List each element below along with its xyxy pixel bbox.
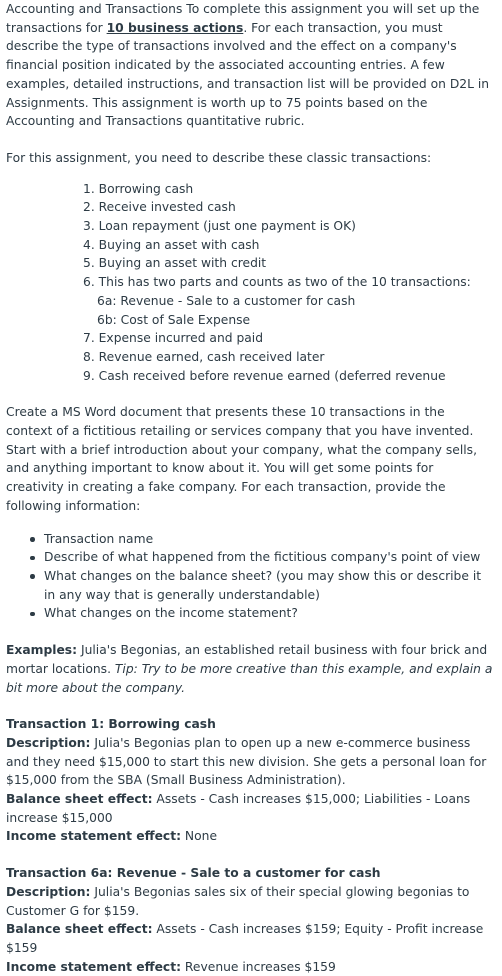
balance-label: Balance sheet effect: — [6, 792, 153, 807]
balance-text: Assets - Cash increases $15,000; Liabilities - Loans increase $15,000 — [6, 792, 471, 825]
list-item: 9. Cash received before revenue earned (deferred revenue — [83, 368, 446, 383]
transaction-1-title: Transaction 1: Borrowing cash — [6, 717, 216, 732]
income-text: None — [181, 829, 218, 844]
transaction-1-income — [6, 827, 494, 846]
list-sub-item: 6a: Revenue - Sale to a customer for cash — [97, 293, 356, 308]
list-item: 5. Buying an asset with credit — [83, 256, 267, 271]
transaction-6a-section — [6, 864, 494, 976]
intro-text-1: Accounting and Transactions To complete this assignment you will set up the transactions for — [6, 2, 480, 35]
description-text: Julia's Begonias plan to open up a new e-commerce business and they need $15,000 to start this new division. She gets a personal loan for $15,000 from the SBA (Small Business Administration). — [6, 735, 487, 788]
intro-paragraph — [6, 0, 494, 131]
income-text: Revenue increases $159 — [181, 959, 336, 974]
list-item: Transaction name — [44, 530, 494, 549]
list-item: 2. Receive invested cash — [83, 200, 236, 215]
transaction-6a-balance — [6, 920, 494, 957]
list-item: 6. This has two parts and counts as two of the 10 transactions: — [83, 275, 471, 290]
list-item: Describe of what happened from the fictitious company's point of view — [44, 548, 494, 567]
income-label: Income statement effect: — [6, 959, 182, 974]
list-item: What changes on the balance sheet? (you may show this or describe it in any way that is generally understandable) — [44, 567, 494, 604]
examples-text: Julia's Begonias, an established retail business with four brick and mortar locations. — [6, 643, 488, 676]
list-item: 4. Buying an asset with cash — [83, 237, 260, 252]
examples-label: Examples: — [6, 643, 78, 658]
classic-intro: For this assignment, you need to describe these classic transactions: — [6, 150, 432, 165]
examples-paragraph — [6, 641, 494, 697]
list-item: 3. Loan repayment (just one payment is OK) — [83, 219, 356, 234]
transaction-6a-income — [6, 958, 494, 976]
transaction-1-balance — [6, 790, 494, 827]
transaction-6a-title: Transaction 6a: Revenue - Sale to a customer for cash — [6, 866, 381, 881]
list-item: What changes on the income statement? — [44, 604, 494, 623]
description-label: Description: — [6, 884, 91, 899]
list-sub-item: 6b: Cost of Sale Expense — [97, 312, 251, 327]
intro-text-2: . For each transaction, you must describe the type of transactions involved and the effect on a company's financial position indicated by the associated accounting entries. A few examples, detailed instructions, and transaction list will be provided on D2L in Assignments. This assignment is worth up to 75 points based on the Accounting and Transactions quantitative rubric. — [6, 20, 490, 129]
list-item: 8. Revenue earned, cash received later — [83, 349, 325, 364]
transaction-1-section — [6, 715, 494, 846]
description-label: Description: — [6, 735, 91, 750]
transaction-6a-description — [6, 883, 494, 920]
list-item: 1. Borrowing cash — [83, 181, 194, 196]
transaction-1-description — [6, 734, 494, 790]
word-doc-paragraph: Create a MS Word document that presents these 10 transactions in the context of a fictitious retailing or services company that you have invented. Start with a brief introduction about your company, what the company sells, and anything important to know about it. You will get some points for creativity in creating a fake company. For each transaction, provide the following information: — [6, 405, 477, 513]
income-label: Income statement effect: — [6, 829, 182, 844]
classic-transactions-list — [6, 180, 494, 386]
transaction-info-list — [6, 530, 494, 624]
business-actions-emphasis: 10 business actions — [106, 20, 244, 35]
list-item: 7. Expense incurred and paid — [83, 331, 264, 346]
examples-tip: Tip: Try to be more creative than this example, and explain a bit more about the company. — [6, 661, 493, 695]
balance-text: Assets - Cash increases $159; Equity - Profit increase $159 — [6, 922, 484, 955]
description-text: Julia's Begonias sales six of their special glowing begonias to Customer G for $159. — [6, 884, 470, 918]
balance-label: Balance sheet effect: — [6, 922, 153, 937]
